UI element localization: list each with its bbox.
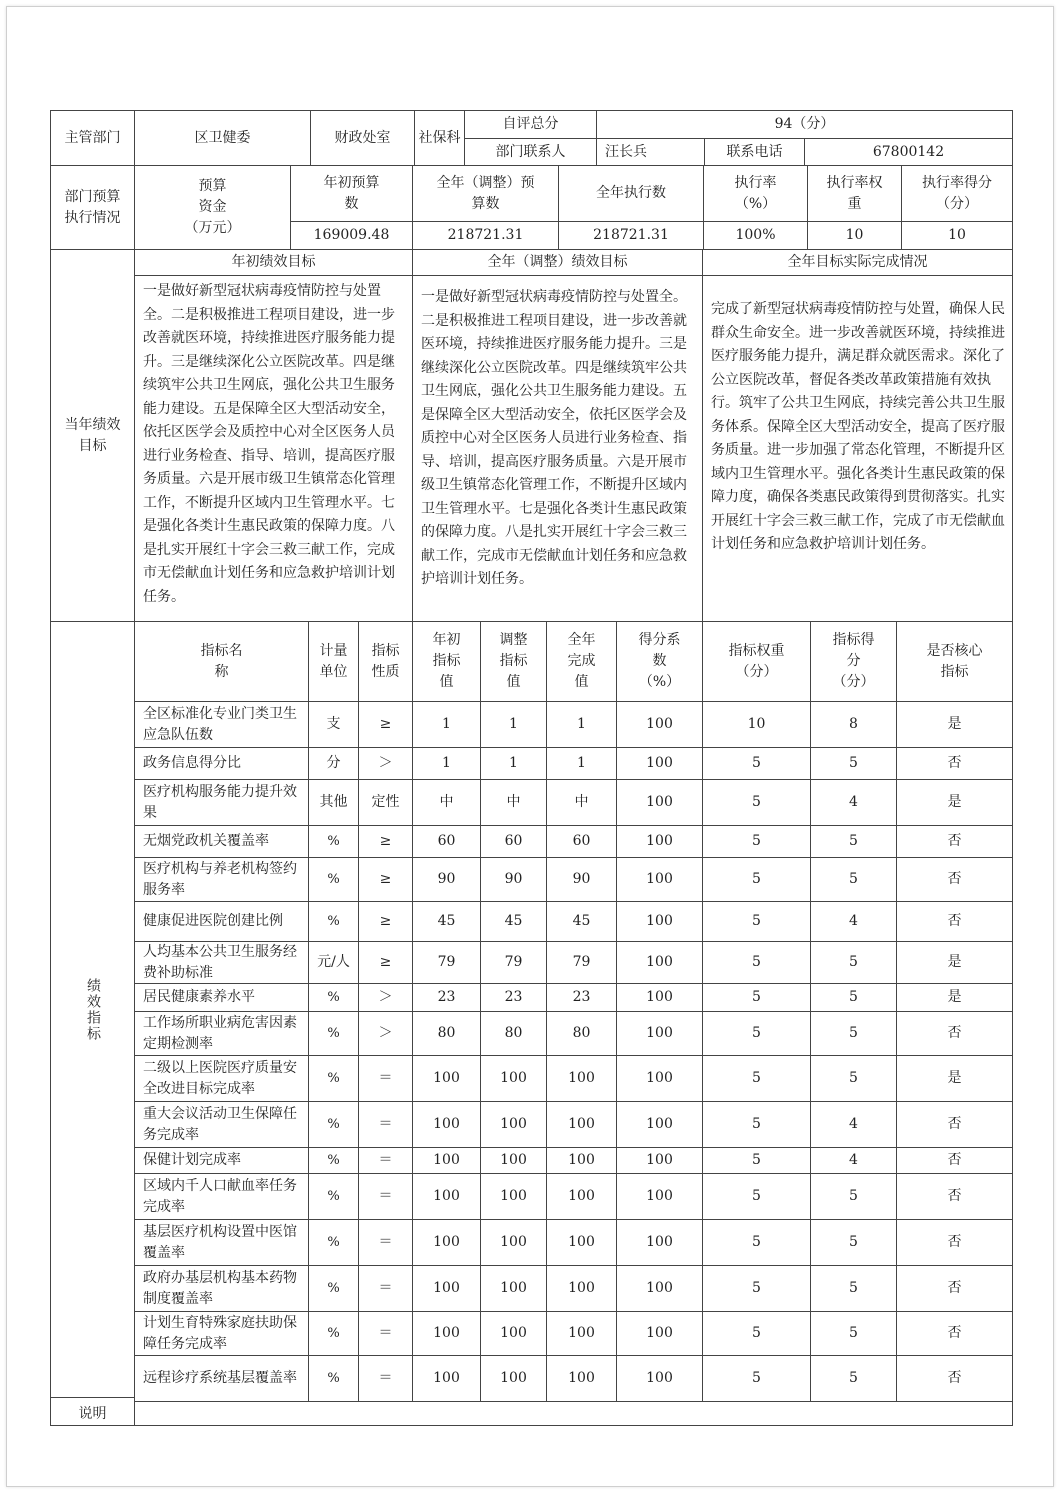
- score-contact-block: [465, 111, 1013, 166]
- ind-cell-unit: %: [309, 1056, 359, 1102]
- ind-cell-nature: ＝: [359, 1148, 413, 1174]
- ind-cell-score: 5: [811, 826, 897, 858]
- notes-row: [51, 1398, 1013, 1426]
- ind-cell-nature: ＞: [359, 984, 413, 1012]
- ind-cell-weight: 5: [703, 826, 811, 858]
- ind-cell-adjusted: 100: [481, 1266, 547, 1312]
- fund-label-2: 资金: [198, 199, 227, 215]
- ind-cell-nature: ＝: [359, 1266, 413, 1312]
- ind-cell-unit: 支: [309, 702, 359, 748]
- table-row: [135, 1356, 1013, 1402]
- contact-label: 部门联系人: [465, 139, 597, 166]
- ind-cell-initial: 100: [413, 1220, 481, 1266]
- ind-cell-actual: 1: [547, 748, 617, 780]
- ind-cell-core: 否: [897, 1220, 1013, 1266]
- ind-cell-weight: 5: [703, 748, 811, 780]
- ind-cell-nature: ≥: [359, 942, 413, 984]
- ind-cell-nature: ＝: [359, 1174, 413, 1220]
- ind-head-adjusted: 调整指标值: [481, 622, 547, 702]
- ind-cell-adjusted: 100: [481, 1312, 547, 1356]
- ind-cell-score: 5: [811, 1012, 897, 1056]
- table-row: [135, 702, 1013, 748]
- ind-cell-name: 计划生育特殊家庭扶助保障任务完成率: [135, 1312, 309, 1356]
- ind-cell-initial: 100: [413, 1312, 481, 1356]
- ind-cell-weight: 5: [703, 1266, 811, 1312]
- ind-head-actual: 全年完成值: [547, 622, 617, 702]
- ind-cell-core: 否: [897, 1174, 1013, 1220]
- finance-label: 财政处室: [311, 111, 415, 166]
- ind-head-name: 指标名称: [135, 622, 309, 702]
- indicators-table: [135, 622, 1013, 1398]
- ind-cell-coef: 100: [617, 826, 703, 858]
- phone-label: 联系电话: [705, 139, 805, 166]
- budget-col-initial: 年初预算数: [291, 166, 413, 222]
- ind-cell-nature: ≥: [359, 702, 413, 748]
- ind-cell-initial: 23: [413, 984, 481, 1012]
- ind-cell-adjusted: 100: [481, 1102, 547, 1148]
- table-row: [135, 1012, 1013, 1056]
- ind-cell-actual: 100: [547, 1148, 617, 1174]
- ind-cell-coef: 100: [617, 702, 703, 748]
- ind-cell-score: 4: [811, 1148, 897, 1174]
- table-row: [135, 1148, 1013, 1174]
- ind-cell-core: 是: [897, 702, 1013, 748]
- ind-cell-unit: 分: [309, 748, 359, 780]
- ind-cell-adjusted: 1: [481, 748, 547, 780]
- ind-cell-initial: 80: [413, 1012, 481, 1056]
- goals-text-adjusted: 一是做好新型冠状病毒疫情防控与处置全。二是积极推进工程项目建设，进一步改善就医环境，持续推进医疗服务能力提升。三是继续深化公立医院改革。四是继续筑牢公共卫生网底，强化公共卫生服务能力建设。五是保障全区大型活动安全，依托区医学会及质控中心对全区医务人员进行业务检查、指导、培训，提高医疗服务质量。六是开展市级卫生镇常态化管理工作，不断提升区域内卫生管理水平。七是强化各类计生惠民政策的保障力度。八是扎实开展红十字会三救三献工作，完成市无偿献血计划任务和应急救护培训计划任务。: [413, 276, 703, 622]
- ind-cell-core: 否: [897, 826, 1013, 858]
- ind-cell-weight: 5: [703, 1312, 811, 1356]
- ind-cell-core: 否: [897, 1356, 1013, 1402]
- ind-cell-unit: %: [309, 1102, 359, 1148]
- ind-cell-name: 人均基本公共卫生服务经费补助标准: [135, 942, 309, 984]
- ind-cell-coef: 100: [617, 1012, 703, 1056]
- budget-section-label: 部门预算执行情况: [51, 166, 135, 250]
- ind-cell-adjusted: 80: [481, 1012, 547, 1056]
- ind-cell-weight: 5: [703, 1220, 811, 1266]
- ind-cell-initial: 100: [413, 1148, 481, 1174]
- ind-head-core: 是否核心指标: [897, 622, 1013, 702]
- ind-cell-unit: 其他: [309, 780, 359, 826]
- ind-cell-initial: 1: [413, 748, 481, 780]
- budget-block: [51, 166, 1013, 250]
- ind-cell-actual: 中: [547, 780, 617, 826]
- ind-cell-score: 4: [811, 902, 897, 942]
- ind-cell-initial: 100: [413, 1266, 481, 1312]
- budget-col-adjusted: 全年（调整）预算数: [413, 166, 559, 222]
- ind-cell-weight: 5: [703, 1012, 811, 1056]
- ind-cell-score: 5: [811, 1056, 897, 1102]
- budget-col-score: 执行率得分（分）: [902, 166, 1013, 222]
- budget-col-executed: 全年执行数: [559, 166, 704, 222]
- budget-val-rate: 100%: [704, 222, 808, 250]
- ind-cell-initial: 1: [413, 702, 481, 748]
- goals-table: [135, 250, 1013, 622]
- ind-cell-nature: ＝: [359, 1312, 413, 1356]
- ind-cell-coef: 100: [617, 942, 703, 984]
- ind-cell-adjusted: 60: [481, 826, 547, 858]
- ind-cell-score: 5: [811, 748, 897, 780]
- ind-cell-actual: 23: [547, 984, 617, 1012]
- goals-section-label: 当年绩效目标: [51, 250, 135, 622]
- ind-cell-adjusted: 100: [481, 1148, 547, 1174]
- table-row: [135, 942, 1013, 984]
- ind-cell-initial: 45: [413, 902, 481, 942]
- indicators-section-label: [51, 622, 135, 1398]
- ind-cell-nature: ＞: [359, 748, 413, 780]
- ind-cell-name: 工作场所职业病危害因素定期检测率: [135, 1012, 309, 1056]
- ind-cell-unit: %: [309, 826, 359, 858]
- ind-cell-actual: 100: [547, 1220, 617, 1266]
- fund-label-1: 预算: [198, 178, 227, 194]
- ind-cell-name: 居民健康素养水平: [135, 984, 309, 1012]
- table-row: [135, 780, 1013, 826]
- goals-text-initial: 一是做好新型冠状病毒疫情防控与处置全。二是积极推进工程项目建设，进一步改善就医环境，持续推进医疗服务能力提升。三是继续深化公立医院改革。四是继续筑牢公共卫生网底，强化公共卫生服务能力建设。五是保障全区大型活动安全，依托区医学会及质控中心对全区医务人员进行业务检查、指导、培训，提高医疗服务质量。六是开展市级卫生镇常态化管理工作，不断提升区域内卫生管理水平。七是强化各类计生惠民政策的保障力度。八是扎实开展红十字会三救三献工作，完成市无偿献血计划任务和应急救护培训计划任务。: [135, 276, 413, 622]
- budget-val-executed: 218721.31: [559, 222, 704, 250]
- budget-table: [291, 166, 1013, 250]
- header-block: [51, 111, 1013, 166]
- ind-cell-initial: 60: [413, 826, 481, 858]
- table-row: [135, 1102, 1013, 1148]
- ind-cell-core: 否: [897, 858, 1013, 902]
- ind-cell-core: 是: [897, 780, 1013, 826]
- ind-cell-weight: 5: [703, 1102, 811, 1148]
- dept-value: 区卫健委: [135, 111, 311, 166]
- ind-head-coef: 得分系数（%）: [617, 622, 703, 702]
- ind-cell-actual: 100: [547, 1356, 617, 1402]
- notes-label: 说明: [51, 1398, 135, 1426]
- ind-cell-actual: 100: [547, 1266, 617, 1312]
- ind-cell-name: 健康促进医院创建比例: [135, 902, 309, 942]
- ind-cell-unit: %: [309, 1148, 359, 1174]
- ind-cell-unit: 元/人: [309, 942, 359, 984]
- ind-cell-weight: 5: [703, 942, 811, 984]
- ind-cell-weight: 5: [703, 1056, 811, 1102]
- ind-cell-unit: %: [309, 984, 359, 1012]
- ind-cell-actual: 100: [547, 1056, 617, 1102]
- table-row: [135, 1174, 1013, 1220]
- ind-cell-coef: 100: [617, 780, 703, 826]
- finance-value: 社保科: [415, 111, 465, 166]
- ind-cell-core: 是: [897, 1056, 1013, 1102]
- ind-cell-name: 医疗机构与养老机构签约服务率: [135, 858, 309, 902]
- ind-cell-initial: 100: [413, 1356, 481, 1402]
- score-value: 94（分）: [597, 111, 1013, 139]
- ind-cell-unit: %: [309, 1266, 359, 1312]
- ind-cell-core: 否: [897, 1148, 1013, 1174]
- ind-cell-actual: 100: [547, 1174, 617, 1220]
- ind-cell-core: 否: [897, 1312, 1013, 1356]
- ind-cell-weight: 5: [703, 1174, 811, 1220]
- indicators-section-text: 绩效指标: [85, 977, 101, 1042]
- ind-cell-initial: 79: [413, 942, 481, 984]
- ind-cell-coef: 100: [617, 1148, 703, 1174]
- phone-value: 67800142: [805, 139, 1013, 166]
- goals-col-initial: 年初绩效目标: [135, 250, 413, 276]
- ind-cell-adjusted: 100: [481, 1056, 547, 1102]
- ind-cell-initial: 100: [413, 1174, 481, 1220]
- ind-cell-actual: 100: [547, 1102, 617, 1148]
- ind-cell-nature: ＝: [359, 1220, 413, 1266]
- score-label: 自评总分: [465, 111, 597, 139]
- fund-label-3: （万元）: [184, 220, 241, 236]
- performance-table: [50, 110, 1013, 1426]
- ind-cell-weight: 5: [703, 858, 811, 902]
- ind-cell-initial: 90: [413, 858, 481, 902]
- ind-cell-score: 5: [811, 942, 897, 984]
- ind-cell-name: 无烟党政机关覆盖率: [135, 826, 309, 858]
- ind-cell-unit: %: [309, 902, 359, 942]
- ind-cell-nature: ＝: [359, 1356, 413, 1402]
- ind-cell-adjusted: 100: [481, 1220, 547, 1266]
- ind-head-unit: 计量单位: [309, 622, 359, 702]
- notes-value: [135, 1398, 1013, 1426]
- ind-cell-score: 4: [811, 1102, 897, 1148]
- ind-cell-score: 5: [811, 1266, 897, 1312]
- ind-head-nature: 指标性质: [359, 622, 413, 702]
- table-row: [135, 984, 1013, 1012]
- budget-val-score: 10: [902, 222, 1013, 250]
- ind-cell-name: 政府办基层机构基本药物制度覆盖率: [135, 1266, 309, 1312]
- ind-cell-score: 5: [811, 1312, 897, 1356]
- ind-cell-initial: 100: [413, 1056, 481, 1102]
- ind-cell-weight: 5: [703, 902, 811, 942]
- table-row: [135, 1220, 1013, 1266]
- ind-cell-unit: %: [309, 1220, 359, 1266]
- ind-head-weight: 指标权重（分）: [703, 622, 811, 702]
- ind-cell-weight: 5: [703, 780, 811, 826]
- ind-cell-adjusted: 23: [481, 984, 547, 1012]
- ind-cell-adjusted: 45: [481, 902, 547, 942]
- table-row: [135, 1056, 1013, 1102]
- ind-cell-score: 5: [811, 1220, 897, 1266]
- ind-cell-nature: ＞: [359, 1012, 413, 1056]
- ind-cell-core: 否: [897, 1102, 1013, 1148]
- budget-val-adjusted: 218721.31: [413, 222, 559, 250]
- ind-cell-score: 8: [811, 702, 897, 748]
- ind-cell-name: 重大会议活动卫生保障任务完成率: [135, 1102, 309, 1148]
- ind-cell-initial: 中: [413, 780, 481, 826]
- ind-cell-core: 否: [897, 748, 1013, 780]
- ind-cell-coef: 100: [617, 984, 703, 1012]
- ind-cell-coef: 100: [617, 1312, 703, 1356]
- ind-cell-nature: 定性: [359, 780, 413, 826]
- ind-cell-coef: 100: [617, 1174, 703, 1220]
- ind-cell-actual: 60: [547, 826, 617, 858]
- budget-fund-label: [135, 166, 291, 250]
- ind-cell-actual: 45: [547, 902, 617, 942]
- budget-val-initial: 169009.48: [291, 222, 413, 250]
- ind-cell-nature: ≥: [359, 826, 413, 858]
- ind-cell-nature: ≥: [359, 902, 413, 942]
- ind-cell-unit: %: [309, 1312, 359, 1356]
- ind-cell-weight: 5: [703, 1148, 811, 1174]
- ind-cell-adjusted: 100: [481, 1174, 547, 1220]
- ind-head-score: 指标得分（分）: [811, 622, 897, 702]
- ind-cell-adjusted: 90: [481, 858, 547, 902]
- ind-cell-name: 基层医疗机构设置中医馆覆盖率: [135, 1220, 309, 1266]
- ind-cell-coef: 100: [617, 1356, 703, 1402]
- ind-cell-nature: ≥: [359, 858, 413, 902]
- ind-cell-unit: %: [309, 858, 359, 902]
- table-row: [135, 858, 1013, 902]
- budget-col-rate: 执行率（%）: [704, 166, 808, 222]
- ind-cell-core: 是: [897, 942, 1013, 984]
- indicators-rows: [135, 702, 1013, 1402]
- ind-cell-core: 否: [897, 902, 1013, 942]
- ind-cell-score: 5: [811, 858, 897, 902]
- ind-cell-unit: %: [309, 1012, 359, 1056]
- ind-cell-name: 政务信息得分比: [135, 748, 309, 780]
- ind-cell-score: 5: [811, 1174, 897, 1220]
- ind-cell-adjusted: 中: [481, 780, 547, 826]
- ind-cell-unit: %: [309, 1356, 359, 1402]
- ind-cell-actual: 90: [547, 858, 617, 902]
- ind-cell-actual: 100: [547, 1312, 617, 1356]
- ind-cell-unit: %: [309, 1174, 359, 1220]
- dept-label: 主管部门: [51, 111, 135, 166]
- indicators-block: [51, 622, 1013, 1398]
- ind-cell-coef: 100: [617, 902, 703, 942]
- ind-cell-name: 二级以上医院医疗质量安全改进目标完成率: [135, 1056, 309, 1102]
- ind-cell-name: 远程诊疗系统基层覆盖率: [135, 1356, 309, 1402]
- ind-cell-core: 否: [897, 1012, 1013, 1056]
- ind-cell-weight: 5: [703, 984, 811, 1012]
- table-row: [135, 748, 1013, 780]
- ind-cell-adjusted: 79: [481, 942, 547, 984]
- ind-cell-nature: ＝: [359, 1102, 413, 1148]
- ind-cell-name: 医疗机构服务能力提升效果: [135, 780, 309, 826]
- ind-cell-initial: 100: [413, 1102, 481, 1148]
- ind-cell-core: 是: [897, 984, 1013, 1012]
- ind-cell-adjusted: 100: [481, 1356, 547, 1402]
- ind-cell-name: 全区标准化专业门类卫生应急队伍数: [135, 702, 309, 748]
- table-row: [135, 1312, 1013, 1356]
- ind-cell-actual: 1: [547, 702, 617, 748]
- goals-block: [51, 250, 1013, 622]
- ind-cell-name: 区域内千人口献血率任务完成率: [135, 1174, 309, 1220]
- ind-cell-nature: ＝: [359, 1056, 413, 1102]
- goals-col-actual: 全年目标实际完成情况: [703, 250, 1013, 276]
- goals-text-actual: 完成了新型冠状病毒疫情防控与处置，确保人民群众生命安全。进一步改善就医环境，持续推进医疗服务能力提升，满足群众就医需求。深化了公立医院改革，督促各类改革政策措施有效执行。筑牢了公共卫生网底，持续完善公共卫生服务体系。保障全区大型活动安全，提高了医疗服务质量。进一步加强了常态化管理，不断提升区域内卫生管理水平。强化各类计生惠民政策的保障力度，确保各类惠民政策得到贯彻落实。扎实开展红十字会三救三献工作，完成了市无偿献血计划任务和应急救护培训计划任务。: [703, 276, 1013, 622]
- ind-cell-adjusted: 1: [481, 702, 547, 748]
- table-row: [135, 826, 1013, 858]
- ind-cell-weight: 10: [703, 702, 811, 748]
- ind-cell-score: 4: [811, 780, 897, 826]
- ind-cell-weight: 5: [703, 1356, 811, 1402]
- goals-col-adjusted: 全年（调整）绩效目标: [413, 250, 703, 276]
- budget-val-weight: 10: [808, 222, 902, 250]
- ind-cell-core: 否: [897, 1266, 1013, 1312]
- ind-cell-coef: 100: [617, 1266, 703, 1312]
- ind-head-initial: 年初指标值: [413, 622, 481, 702]
- ind-cell-coef: 100: [617, 1056, 703, 1102]
- ind-cell-score: 5: [811, 984, 897, 1012]
- ind-cell-coef: 100: [617, 1220, 703, 1266]
- budget-col-weight: 执行率权重: [808, 166, 902, 222]
- ind-cell-coef: 100: [617, 1102, 703, 1148]
- ind-cell-actual: 80: [547, 1012, 617, 1056]
- ind-cell-actual: 79: [547, 942, 617, 984]
- ind-cell-coef: 100: [617, 858, 703, 902]
- indicators-header-row: [135, 622, 1013, 702]
- ind-cell-name: 保健计划完成率: [135, 1148, 309, 1174]
- table-row: [135, 902, 1013, 942]
- ind-cell-score: 5: [811, 1356, 897, 1402]
- table-row: [135, 1266, 1013, 1312]
- contact-value: 汪长兵: [597, 139, 705, 166]
- ind-cell-coef: 100: [617, 748, 703, 780]
